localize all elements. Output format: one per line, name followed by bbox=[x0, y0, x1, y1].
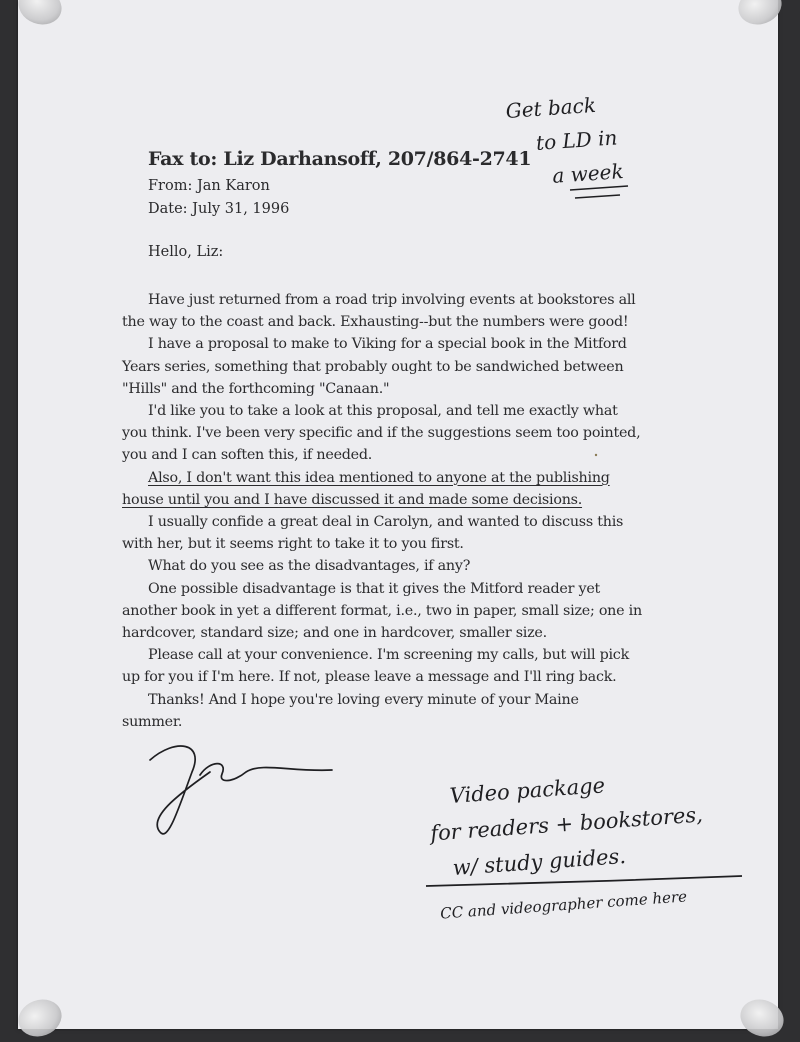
note-line: Video package bbox=[448, 773, 606, 809]
fax-date: Date: July 31, 1996 bbox=[148, 201, 290, 217]
ink-rule bbox=[426, 876, 742, 886]
fax-recipient: Fax to: Liz Darhansoff, 207/864-2741 bbox=[148, 148, 532, 170]
note-line: to LD in bbox=[535, 125, 619, 155]
underlined-text: Also, I don't want this idea mentioned to anyone at the publishing house until you and I have discussed it and made some decisions. bbox=[122, 469, 610, 508]
note-line: for readers + bookstores, bbox=[429, 802, 704, 846]
paragraph: Please call at your convenience. I'm screening my calls, but will pick up for you if I'm here. If not, please leave a message and I'll ring back. bbox=[122, 647, 629, 686]
ink-underline bbox=[570, 186, 628, 190]
paragraph: Thanks! And I hope you're loving every minute of your Maine summer. bbox=[122, 691, 579, 730]
paragraph: One possible disadvantage is that it gives the Mitford reader yet another book in yet a different format, i.e., two in paper, small size; one in hardcover, standard size; and one in hardcover, smaller size. bbox=[122, 580, 642, 642]
note-line: w/ study guides. bbox=[451, 843, 627, 881]
paragraph: I usually confide a great deal in Carolyn, and wanted to discuss this with her, but it seems right to take it to you first. bbox=[122, 514, 624, 553]
paragraph: What do you see as the disadvantages, if any? bbox=[148, 558, 471, 575]
paragraph: I have a proposal to make to Viking for a special book in the Mitford Years series, something that probably ought to be sandwiched between "Hills" and the forthcoming "Canaan." bbox=[122, 336, 627, 397]
note-line: Get back bbox=[504, 92, 597, 124]
paragraph: Have just returned from a road trip involving events at bookstores all the way to the coast and back. Exhausting--but the numbers were good! bbox=[122, 292, 636, 331]
handwritten-note-last: CC and videographer come here bbox=[439, 887, 688, 923]
signature bbox=[150, 746, 332, 834]
fax-sender: From: Jan Karon bbox=[148, 178, 270, 194]
ink-underline bbox=[575, 195, 620, 198]
note-line: a week bbox=[551, 158, 625, 188]
paragraph: I'd like you to take a look at this proposal, and tell me exactly what you think. I've been very specific and if the suggestions seem too pointed, you and I can soften this, if needed. bbox=[122, 403, 641, 464]
ink-dot bbox=[595, 454, 597, 456]
greeting: Hello, Liz: bbox=[148, 244, 224, 260]
